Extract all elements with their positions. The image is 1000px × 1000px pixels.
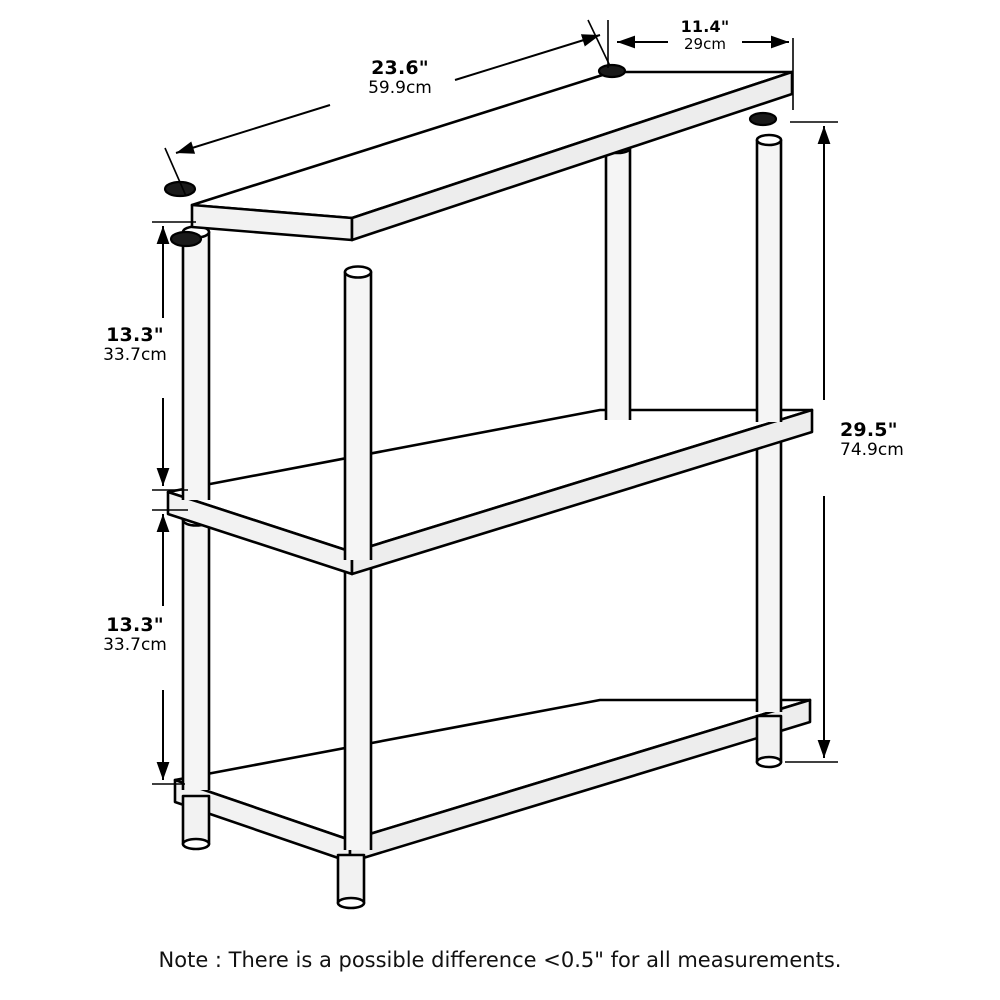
dim-label-total-height	[840, 420, 970, 460]
dim-width-top-inches: 23.6"	[371, 57, 429, 79]
measurement-note: Note : There is a possible difference <0.5" for all measurements.	[158, 948, 842, 972]
dim-total-height-inches: 29.5"	[840, 419, 898, 441]
dim-width-top-cm: 59.9cm	[368, 78, 432, 99]
dim-label-gap-upper	[75, 325, 195, 365]
dim-gap-lower-cm: 33.7cm	[103, 635, 167, 656]
dim-label-width-top	[320, 58, 480, 98]
dim-gap-upper-cm: 33.7cm	[103, 345, 167, 366]
bottom-shelf	[175, 700, 810, 862]
dim-gap-lower-inches: 13.3"	[106, 614, 164, 636]
dim-gap-upper-inches: 13.3"	[106, 324, 164, 346]
dim-depth-top-inches: 11.4"	[680, 17, 730, 36]
top-shelf	[192, 72, 792, 240]
dim-label-gap-lower	[75, 615, 195, 655]
dim-total-height-cm: 74.9cm	[840, 440, 904, 461]
shelf-unit	[165, 65, 812, 908]
dim-total-height	[785, 122, 838, 762]
middle-shelf	[168, 410, 812, 574]
dim-depth-top-cm: 29cm	[684, 34, 726, 53]
dim-label-depth-top	[635, 18, 775, 53]
